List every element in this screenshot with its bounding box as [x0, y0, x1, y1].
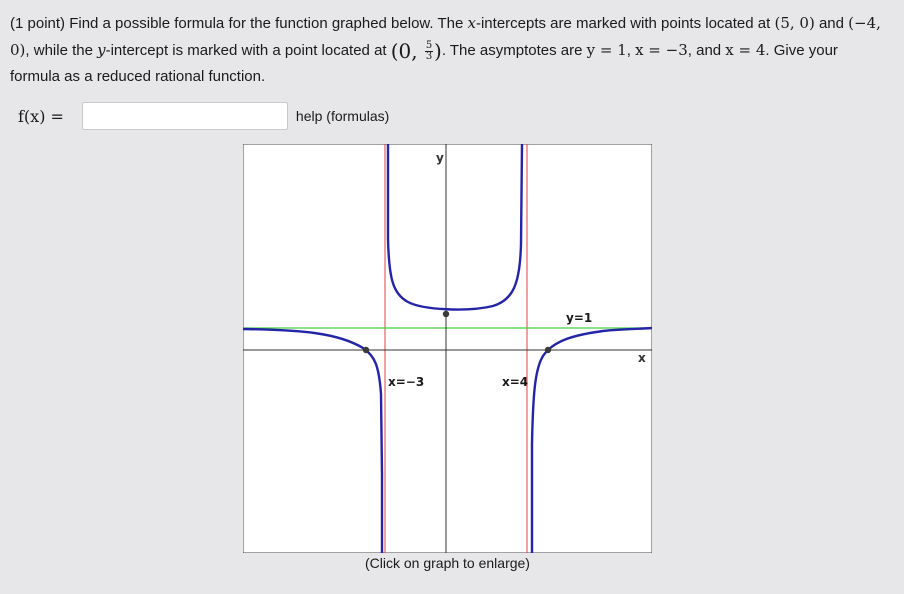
vertical-asymptote-right-label: x=4: [502, 375, 529, 389]
y-intercept-fraction: $\frac{5}{3}$: [425, 39, 433, 62]
function-graph[interactable]: [243, 144, 652, 553]
y-intercept-point: [443, 311, 449, 317]
y-axis-label: y: [436, 151, 444, 165]
problem-text: Find a possible formula for the function graphed below. The: [69, 15, 468, 32]
asymptote-3: x = 4: [725, 41, 766, 59]
help-formulas-link[interactable]: help (formulas): [295, 108, 390, 124]
formula-input[interactable]: [82, 102, 288, 130]
y-intercept: (0, $\frac{5}{3}$ ): [390, 39, 442, 63]
answer-row: [18, 100, 389, 132]
points-label: (1 point): [10, 15, 66, 32]
asymptote-2: x = −3: [635, 41, 688, 59]
graph-caption[interactable]: (Click on graph to enlarge): [365, 555, 530, 571]
problem-statement: (1 point) Find a possible formula for the function graphed below. The x-intercepts are marked with points located at (5, 0) and (−4, 0), while the y-intercept is marked with a point located at (0, $\frac{5}{3}$ ). The asymptotes are y = 1, x = −3, and x = 4. Give your formula as a reduced rational function.: [10, 14, 881, 85]
asymptote-1: y = 1: [586, 41, 627, 59]
graph-background: [243, 144, 652, 553]
x-intercept-2: (−4, 0): [10, 14, 881, 59]
function-label: f(x) =: [18, 106, 64, 126]
x-intercept-1: (5, 0): [774, 14, 815, 32]
x-axis-label: x: [638, 351, 646, 365]
graph-svg[interactable]: [243, 144, 652, 553]
horizontal-asymptote-label: y=1: [566, 311, 593, 325]
var-y: y: [97, 41, 106, 59]
x-intercept-point-1: [363, 347, 369, 353]
vertical-asymptote-left-label: x=−3: [388, 375, 425, 389]
var-x: x: [467, 14, 476, 32]
x-intercept-point-2: [545, 347, 551, 353]
